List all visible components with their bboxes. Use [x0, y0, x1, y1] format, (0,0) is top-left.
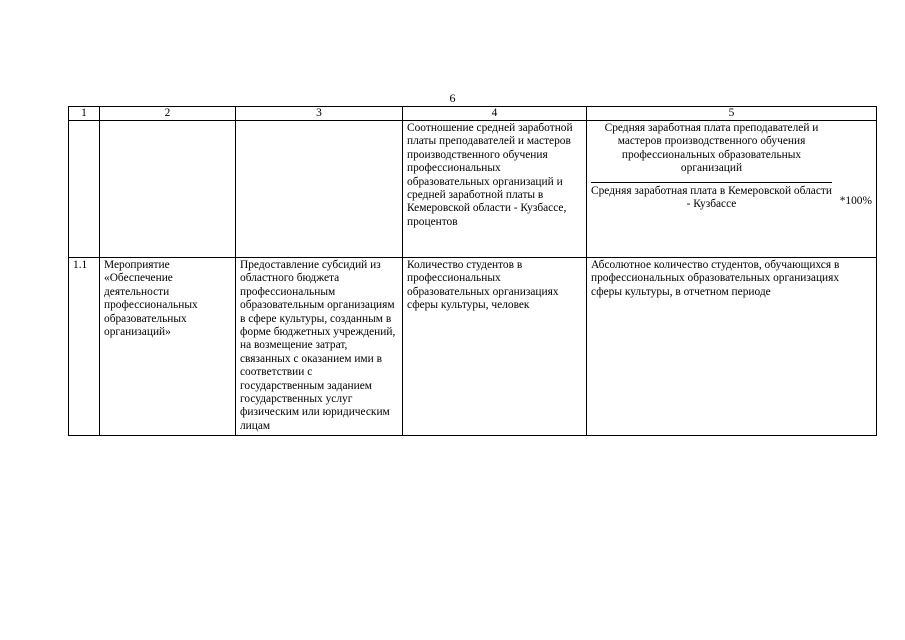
formula-cell	[587, 121, 877, 258]
indicators-table	[68, 106, 877, 436]
row-description: Предоставление субсидий из областного бюджета профессиональным образовательным организациям в сфере культуры, созданным в форме бюджетных учреждений, на возмещение затрат, связанных с оказанием ими в соответствии с государственным заданием государственных услуг физическим или юридическим лицам	[236, 258, 403, 436]
indicator-salary-ratio: Соотношение средней заработной платы преподавателей и мастеров производственного обучения профессиональных образовательных организаций и средней заработной платы в Кемеровской области - Кузбассе, процентов	[403, 121, 587, 258]
formula-multiplier: *100%	[839, 195, 872, 207]
row-activity: Мероприятие «Обеспечение деятельности профессиональных образовательных организаций»	[100, 258, 236, 436]
cell-empty-3	[236, 121, 403, 258]
row-number: 1.1	[69, 258, 100, 436]
formula-numerator: Средняя заработная плата преподавателей и мастеров производственного обучения профессиональных образовательных организаций	[604, 122, 819, 175]
formula-denominator: Средняя заработная плата в Кемеровской области - Кузбассе	[591, 184, 832, 211]
row-indicator: Количество студентов в профессиональных образовательных организациях сферы культуры, человек	[403, 258, 587, 436]
column-number-2: 2	[100, 107, 236, 121]
cell-empty-2	[100, 121, 236, 258]
column-number-5: 5	[587, 107, 877, 121]
cell-empty-1	[69, 121, 100, 258]
row-method: Абсолютное количество студентов, обучающихся в профессиональных образовательных организациях сферы культуры, в отчетном периоде	[587, 258, 877, 436]
table-row	[69, 258, 877, 436]
column-number-3: 3	[236, 107, 403, 121]
column-number-1: 1	[69, 107, 100, 121]
continuation-row	[69, 121, 877, 258]
column-number-row	[69, 107, 877, 121]
salary-ratio-formula	[591, 122, 872, 211]
column-number-4: 4	[403, 107, 587, 121]
page-number: 6	[449, 91, 456, 105]
fraction-line	[591, 182, 832, 183]
